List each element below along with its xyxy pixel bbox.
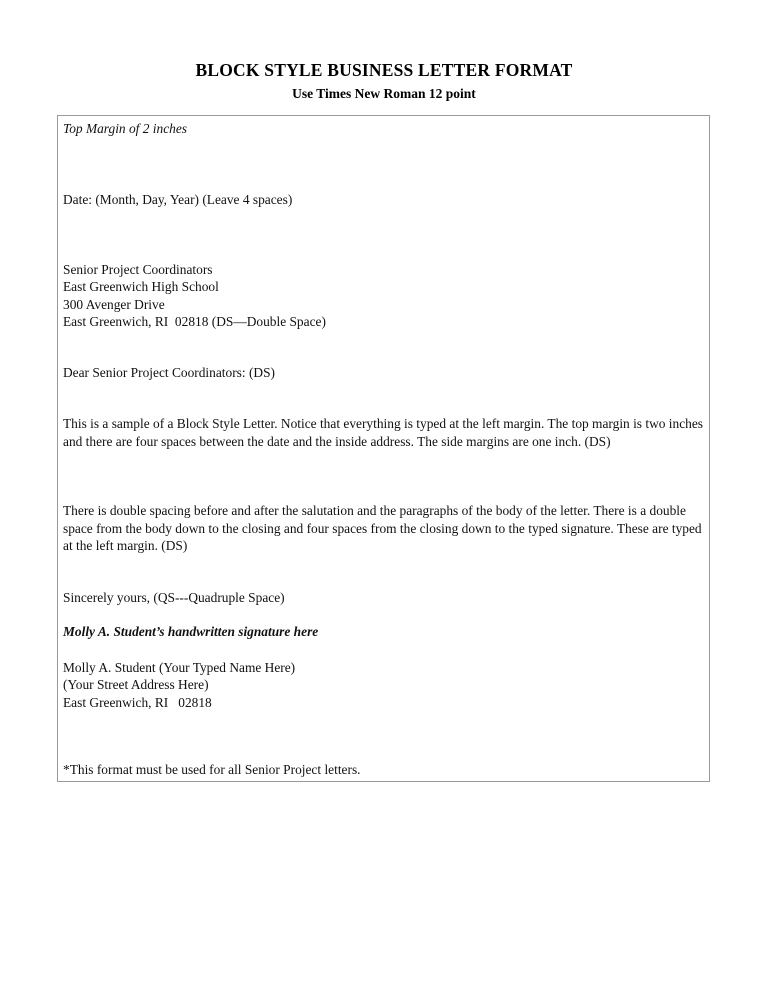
page-subtitle: Use Times New Roman 12 point [292,86,476,102]
typed-signature-line: Molly A. Student (Your Typed Name Here) [63,660,296,675]
top-margin-note: Top Margin of 2 inches [63,121,187,136]
document-heading [0,60,768,102]
inside-address-line: Senior Project Coordinators [63,262,213,277]
handwritten-signature-note: Molly A. Student’s handwritten signature here [63,624,319,639]
inside-address-line: East Greenwich, RI 02818 (DS—Double Space) [63,313,326,329]
typed-signature-line: (Your Street Address Here) [63,677,209,693]
date-line: Date: (Month, Day, Year) (Leave 4 spaces) [63,192,293,207]
letter-sample-frame [57,115,710,782]
salutation-line: Dear Senior Project Coordinators: (DS) [63,365,275,380]
inside-address-line: East Greenwich High School [63,279,219,295]
closing-line: Sincerely yours, (QS---Quadruple Space) [63,590,285,605]
inside-address-line: 300 Avenger Drive [63,296,165,312]
letter-body [58,116,709,781]
footer-note: *This format must be used for all Senior Project letters. [63,762,361,777]
typed-signature-line: East Greenwich, RI 02818 [63,694,212,710]
body-paragraph: There is double spacing before and after the salutation and the paragraphs of the body of the letter. There is a double space from the body down to the closing and four spaces from the closing down to the typed signature. These are typed at the left margin. (DS) [63,503,702,553]
body-paragraph: This is a sample of a Block Style Letter. Notice that everything is typed at the left margin. The top margin is two inches and there are four spaces between the date and the inside address. The side margins are one inch. (DS) [63,416,704,449]
page-title: BLOCK STYLE BUSINESS LETTER FORMAT [195,60,573,80]
